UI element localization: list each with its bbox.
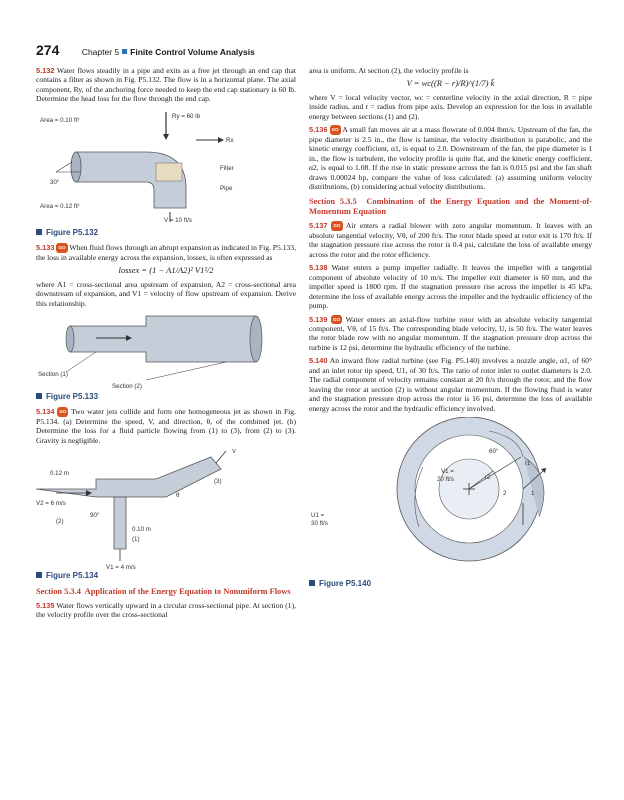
fig134-n2: (2) [56, 518, 64, 526]
fig140-n2: 2 [503, 490, 507, 498]
fig132-pipe: Pipe [220, 184, 233, 192]
problem-5-137: 5.137 GO Air enters a radial blower with zero angular momentum. It leaves with an absolute tangential velocity, Vθ, of 200 ft/s. The rotor blade speed at rotor exit is 170 ft/s. If the stagnation pressure rise across the rotor is 0.4 psi, calculate the loss of available energy across the rotor and the rotor efficiency. [309, 221, 593, 259]
chapter-label: Chapter 5 [81, 47, 120, 57]
problem-5-132: 5.132 Water flows steadily in a pipe and exits as a free jet through an end cap that contains a filter as shown in Fig. P5.132. The flow is in a horizontal plane. The axial component, Ry, of the anchoring force needed to keep the end cap stationary is 60 lb. Determine the head loss for the flow through the end cap. [36, 66, 297, 104]
fig132-area2: Area = 0.12 ft² [40, 202, 80, 210]
page-header [36, 42, 255, 60]
fig134-n3: (3) [214, 478, 222, 486]
go-badge-icon: GO [57, 407, 68, 416]
fig133-sec1: Section (1) [38, 370, 68, 378]
problem-5-133: 5.133 GO When fluid flows through an abrupt expansion as indicated in Fig. P5.133, the loss in available energy across the expansion, lossex, is often expressed as [36, 243, 297, 262]
equation-velocity: V = wc((R − r)/R)^(1/7) k̂ [406, 78, 495, 89]
fig140-r2: r2 [485, 474, 491, 482]
fig132-force: Ry = 60 lb [172, 112, 201, 120]
problem-5-135-cont2: where V = local velocity vector, wc = centerline velocity in the axial direction, R = pipe inside radius, and r = radius from pipe axis. Develop an expression for the loss in available energy between sections (1) and (2). [309, 92, 592, 121]
fig134-v1: V1 = 4 m/s [106, 564, 136, 570]
fig140-v1: V1 = [441, 468, 454, 476]
fig134-n1: (1) [132, 536, 140, 544]
fig134-v: V [232, 449, 237, 456]
figure-p5-132 [36, 108, 296, 226]
go-badge-icon: GO [331, 315, 342, 324]
fig140-r1: r1 [525, 460, 531, 468]
fig134-angle: 90° [90, 512, 100, 520]
go-badge-icon: GO [56, 243, 67, 252]
go-badge-icon: GO [330, 125, 341, 134]
fig132-velocity: V = 10 ft/s [164, 216, 193, 224]
page-number: 274 [36, 42, 60, 58]
fig140-v1val: 20 ft/s [437, 476, 454, 484]
figure-caption: Figure P5.133 [36, 392, 296, 401]
figure-caption: Figure P5.134 [36, 571, 296, 580]
fig134-d2: 0.10 m [132, 526, 151, 534]
left-column [36, 66, 296, 624]
problem-5-133-cont: where A1 = cross-sectional area upstream of expansion, A2 = cross-sectional area downstream of expansion, and V1 = velocity of flow upstream of expansion. Derive this relationship. [36, 279, 296, 308]
go-badge-icon: GO [331, 221, 342, 230]
problem-5-134: 5.134 GO Two water jets collide and form one homogeneous jet as shown in Fig. P5.134. (a) Determine the speed, V, and direction, θ, of the combined jet. (b) Determine the loss for a fluid particle flowing from (1) to (3), from (2) to (3). Gravity is negligible. [36, 407, 296, 445]
section-5-3-5: Section 5.3.5 Combination of the Energy Equation and the Moment-of-Momentum Equation [309, 197, 592, 217]
fig132-angle: 30° [50, 178, 60, 186]
square-icon [122, 49, 127, 54]
section-5-3-4: Section 5.3.4 Application of the Energy Equation to Nonuniform Flows [36, 586, 291, 596]
fig134-v2: V2 = 6 m/s [36, 500, 66, 508]
fig132-filter: Filter [220, 164, 234, 172]
problem-5-138: 5.138 Water enters a pump impeller radially. It leaves the impeller with a tangential component of absolute velocity of 10 m/s. The impeller exit diameter is 60 mm, and the impeller speed is 1800 rpm. If the stagnation pressure rise across the impeller is 45 kPa, determine the loss of available energy across the impeller and the hydraulic efficiency of the pump. [309, 263, 592, 311]
fig140-u1: U1 = [311, 512, 325, 520]
fig132-area1: Area = 0.10 ft² [40, 116, 80, 124]
chapter-title: Finite Control Volume Analysis [130, 47, 255, 57]
fig133-sec2: Section (2) [112, 382, 142, 390]
figure-caption: Figure P5.140 [309, 579, 592, 588]
equation-loss: lossex = (1 − A1/A2)² V1²/2 [118, 265, 214, 276]
figure-p5-133 [36, 312, 296, 390]
fig140-n1: 1 [531, 490, 535, 498]
problem-5-135-cont: area is uniform. At section (2), the velocity profile is [309, 66, 469, 75]
fig132-rx: Rx [226, 136, 234, 144]
problem-5-136: 5.136 GO A small fan moves air at a mass flowrate of 0.004 lbm/s. Upstream of the fan, the pipe diameter is 2.5 in., the flow is laminar, the velocity distribution is parabolic, and the kinetic energy coefficient, α1, is equal to 2.0. Downstream of the fan, the pipe diameter is 1 in., the flow is turbulent, the velocity profile is quite flat, and the kinetic energy coefficient, α2, is equal to 1.08. If the rise in static pressure across the fan is 0.015 psi and the fan shaft draws 0.00024 hp, compare the value of loss calculated: (a) assuming uniform velocity distributions, (b) considering actual velocity distributions. [309, 125, 593, 191]
figure-p5-134 [36, 449, 296, 569]
figure-caption: Figure P5.132 [36, 228, 296, 237]
fig134-theta: θ [176, 492, 180, 500]
problem-5-139: 5.139 GO Water enters an axial-flow turbine rotor with an absolute velocity tangential component, Vθ, of 15 ft/s. The corresponding blade velocity, U, is 50 ft/s. The water leaves the rotor blade row with no angular momentum. If the stagnation pressure drop across the turbine is 12 psi, determine the hydraulic efficiency of the turbine. [309, 314, 592, 352]
problem-5-135: 5.135 Water flows vertically upward in a circular cross-sectional pipe. At section (1), the velocity profile over the cross-sectional [36, 600, 296, 620]
fig140-angle: 60° [489, 448, 499, 456]
figure-p5-140 [309, 417, 592, 577]
fig140-u1val: 30 ft/s [311, 520, 328, 528]
right-column [309, 66, 592, 595]
fig134-d1: 0.12 m [50, 470, 69, 478]
problem-5-140: 5.140 An inward flow radial turbine (see Fig. P5.140) involves a nozzle angle, α1, of 60° and an inlet rotor tip speed, U1, of 30 ft/s. The ratio of rotor inlet to outlet diameters is 2.0. The radial component of velocity remains constant at 20 ft/s through the rotor, and the flow leaving the rotor at section (2) is without angular momentum. If the flowing fluid is water and the stagnation pressure drop across the rotor is 16 psi, determine the loss of available energy across the rotor and the hydraulic efficiency involved. [309, 356, 592, 413]
